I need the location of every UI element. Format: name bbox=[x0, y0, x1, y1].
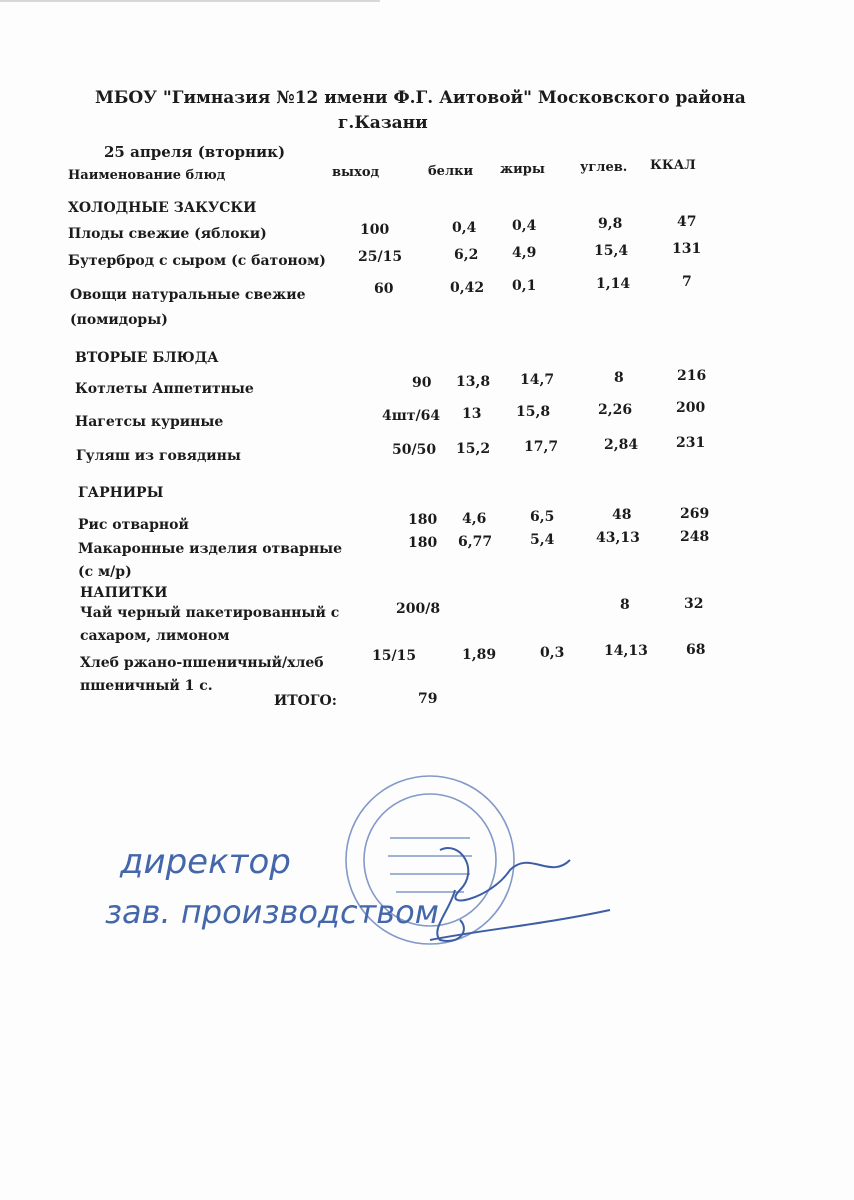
dish-carbs: 48 bbox=[612, 507, 632, 523]
col-yield: выход bbox=[332, 165, 380, 180]
section-title: ГАРНИРЫ bbox=[78, 485, 164, 501]
dish-protein: 6,77 bbox=[458, 534, 493, 550]
dish-yield: 90 bbox=[412, 375, 432, 391]
dish-yield: 4шт/64 bbox=[382, 408, 441, 424]
dish-kcal: 32 bbox=[684, 596, 704, 612]
dish-kcal: 131 bbox=[672, 241, 702, 257]
total-value: 79 bbox=[418, 691, 438, 707]
total-label: ИТОГО: bbox=[274, 693, 337, 709]
dish-name: Плоды свежие (яблоки) bbox=[68, 226, 267, 242]
dish-kcal: 47 bbox=[677, 214, 697, 230]
dish-name-cont: (помидоры) bbox=[70, 312, 168, 328]
dish-protein: 0,42 bbox=[450, 280, 485, 296]
dish-name: Гуляш из говядины bbox=[76, 448, 241, 464]
dish-kcal: 7 bbox=[682, 274, 692, 290]
dish-fat: 0,3 bbox=[540, 645, 565, 661]
dish-name-cont: сахаром, лимоном bbox=[80, 628, 230, 644]
dish-fat: 4,9 bbox=[512, 245, 537, 261]
dish-protein: 0,4 bbox=[452, 220, 477, 236]
dish-yield: 60 bbox=[374, 281, 394, 297]
section-title: ВТОРЫЕ БЛЮДА bbox=[75, 350, 219, 366]
dish-protein: 13,8 bbox=[456, 374, 491, 390]
signature-scribble bbox=[400, 830, 620, 960]
dish-protein: 15,2 bbox=[456, 441, 491, 457]
dish-yield: 15/15 bbox=[372, 648, 417, 664]
dish-name-cont: пшеничный 1 с. bbox=[80, 678, 213, 694]
dish-name: Хлеб ржано-пшеничный/хлеб bbox=[80, 655, 324, 671]
dish-kcal: 200 bbox=[676, 400, 706, 416]
dish-yield: 200/8 bbox=[396, 601, 441, 617]
dish-carbs: 15,4 bbox=[594, 243, 629, 259]
dish-carbs: 1,14 bbox=[596, 276, 631, 292]
signature-director: директор bbox=[120, 842, 291, 882]
school-city: г.Казани bbox=[338, 113, 428, 133]
dish-fat: 17,7 bbox=[524, 439, 559, 455]
dish-yield: 180 bbox=[408, 535, 438, 551]
dish-protein: 13 bbox=[462, 406, 482, 422]
dish-kcal: 231 bbox=[676, 435, 706, 451]
dish-name: Макаронные изделия отварные bbox=[78, 541, 343, 557]
dish-carbs: 8 bbox=[614, 370, 624, 386]
section-title: ХОЛОДНЫЕ ЗАКУСКИ bbox=[68, 200, 257, 216]
dish-name: Чай черный пакетированный с bbox=[80, 605, 340, 621]
dish-carbs: 2,84 bbox=[604, 437, 639, 453]
dish-name: Нагетсы куриные bbox=[75, 414, 224, 430]
dish-protein: 6,2 bbox=[454, 247, 479, 263]
dish-name: Рис отварной bbox=[78, 517, 189, 533]
dish-yield: 100 bbox=[360, 222, 390, 238]
dish-yield: 180 bbox=[408, 512, 438, 528]
dish-yield: 25/15 bbox=[358, 249, 403, 265]
dish-fat: 6,5 bbox=[530, 509, 555, 525]
scan-edge bbox=[0, 0, 380, 2]
dish-fat: 15,8 bbox=[516, 404, 551, 420]
dish-carbs: 2,26 bbox=[598, 402, 633, 418]
signature-production: зав. производством bbox=[105, 893, 439, 931]
dish-name-cont: (с м/р) bbox=[78, 564, 132, 580]
dish-carbs: 8 bbox=[620, 597, 630, 613]
section-title: НАПИТКИ bbox=[80, 585, 168, 601]
dish-protein: 4,6 bbox=[462, 511, 487, 527]
dish-carbs: 43,13 bbox=[596, 530, 640, 546]
dish-kcal: 269 bbox=[680, 506, 710, 522]
dish-protein: 1,89 bbox=[462, 647, 497, 663]
dish-yield: 50/50 bbox=[392, 442, 437, 458]
dish-fat: 0,1 bbox=[512, 278, 537, 294]
col-name: Наименование блюд bbox=[68, 168, 226, 183]
dish-kcal: 216 bbox=[677, 368, 707, 384]
dish-name: Бутерброд с сыром (с батоном) bbox=[68, 253, 326, 269]
col-fat: жиры bbox=[500, 162, 545, 177]
dish-carbs: 9,8 bbox=[598, 216, 623, 232]
dish-fat: 14,7 bbox=[520, 372, 555, 388]
dish-name: Котлеты Аппетитные bbox=[75, 381, 254, 397]
dish-fat: 5,4 bbox=[530, 532, 555, 548]
dish-fat: 0,4 bbox=[512, 218, 537, 234]
col-kcal: ККАЛ bbox=[650, 158, 696, 173]
col-protein: белки bbox=[428, 164, 474, 179]
school-title: МБОУ "Гимназия №12 имени Ф.Г. Аитовой" Московского района bbox=[95, 88, 746, 108]
dish-carbs: 14,13 bbox=[604, 643, 648, 659]
menu-date: 25 апреля (вторник) bbox=[104, 143, 286, 161]
dish-kcal: 248 bbox=[680, 529, 710, 545]
dish-kcal: 68 bbox=[686, 642, 706, 658]
col-carbs: углев. bbox=[580, 160, 628, 175]
dish-name: Овощи натуральные свежие bbox=[70, 287, 306, 303]
